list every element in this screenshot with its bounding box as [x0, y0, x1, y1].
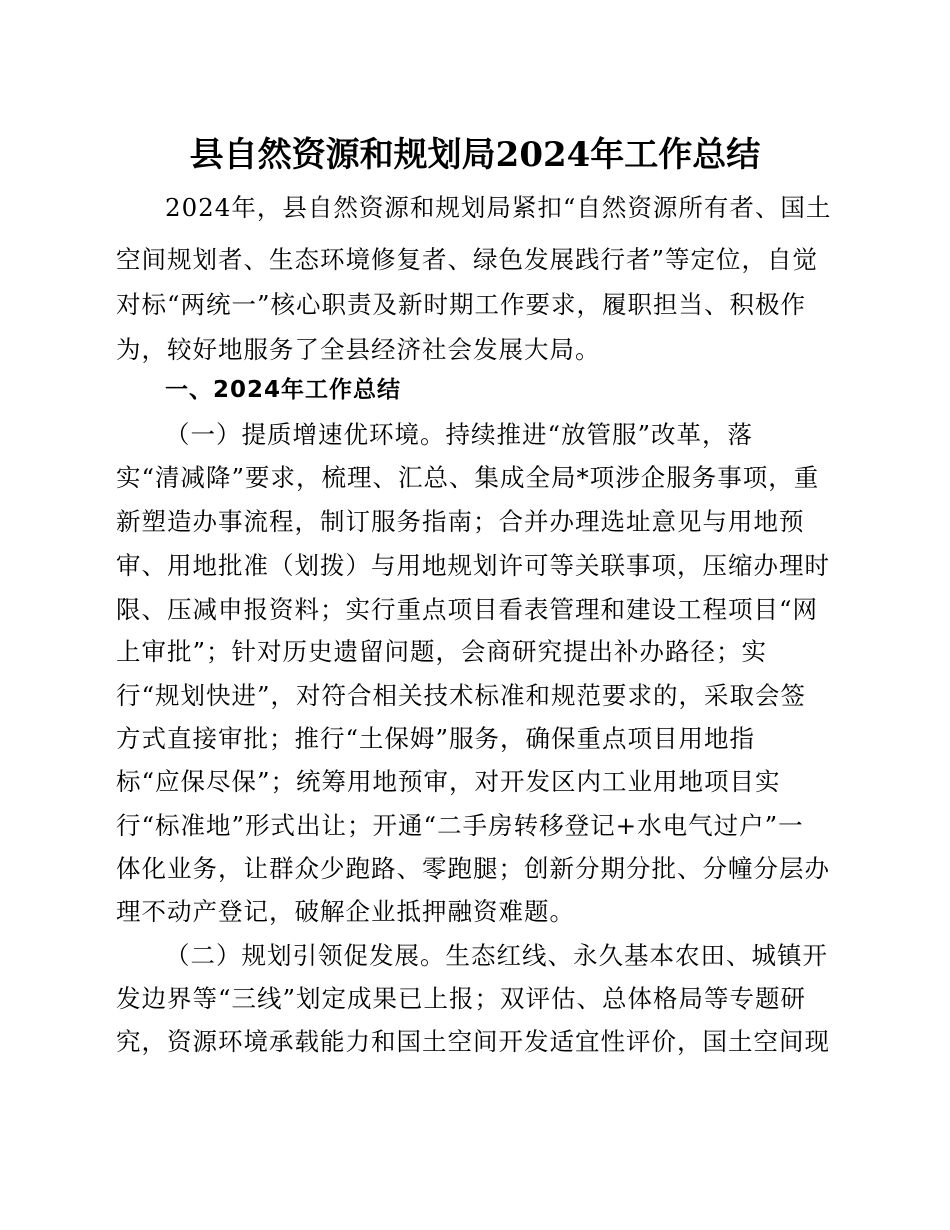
paragraph-line: 空间规划者、生态环境修复者、绿色发展践行者”等定位，自觉 — [116, 245, 819, 274]
paragraph-line: （二）规划引领促发展。生态红线、永久基本农田、城镇开 — [165, 941, 828, 970]
paragraph-line: 2024年，县自然资源和规划局紧扣“自然资源所有者、国土 — [165, 193, 832, 222]
paragraph-line: 体化业务，让群众少跑路、零跑腿；创新分期分批、分幢分层办 — [116, 854, 830, 883]
paragraph-line: 行“规划快进”，对符合相关技术标准和规范要求的，采取会签 — [116, 681, 807, 710]
section-heading: 一、2024年工作总结 — [165, 377, 402, 403]
document-title: 县自然资源和规划局2024年工作总结 — [189, 135, 761, 175]
paragraph-line: 行“标准地”形式出让；开通“二手房转移登记+水电气过户”一 — [116, 811, 804, 840]
paragraph-line: 新塑造办事流程，制订服务指南；合并办理选址意见与用地预 — [116, 507, 805, 536]
paragraph-line: 理不动产登记，破解企业抵押融资难题。 — [116, 897, 575, 926]
paragraph-line: 为，较好地服务了全县经济社会发展大局。 — [116, 335, 601, 364]
paragraph-line: 方式直接审批；推行“土保姆”服务，确保重点项目用地指 — [116, 724, 756, 753]
paragraph-line: 审、用地批准（划拨）与用地规划许可等关联事项，压缩办理时 — [116, 551, 830, 580]
paragraph-line: 标“应保尽保”；统筹用地预审，对开发区内工业用地项目实 — [116, 767, 781, 796]
paragraph-line: 上审批”；针对历史遗留问题，会商研究提出补办路径；实 — [116, 637, 768, 666]
paragraph-line: （一）提质增速优环境。持续推进“放管服”改革，落 — [165, 420, 754, 449]
paragraph-line: 对标“两统一”核心职责及新时期工作要求，履职担当、积极作 — [116, 290, 807, 319]
paragraph-line: 发边界等“三线”划定成果已上报；双评估、总体格局等专题研 — [116, 984, 807, 1013]
paragraph-line: 实“清减降”要求，梳理、汇总、集成全局*项涉企服务事项，重 — [116, 463, 820, 492]
paragraph-line: 限、压减申报资料；实行重点项目看表管理和建设工程项目“网 — [116, 595, 819, 624]
paragraph-line: 究，资源环境承载能力和国土空间开发适宜性评价，国土空间现 — [116, 1027, 830, 1056]
